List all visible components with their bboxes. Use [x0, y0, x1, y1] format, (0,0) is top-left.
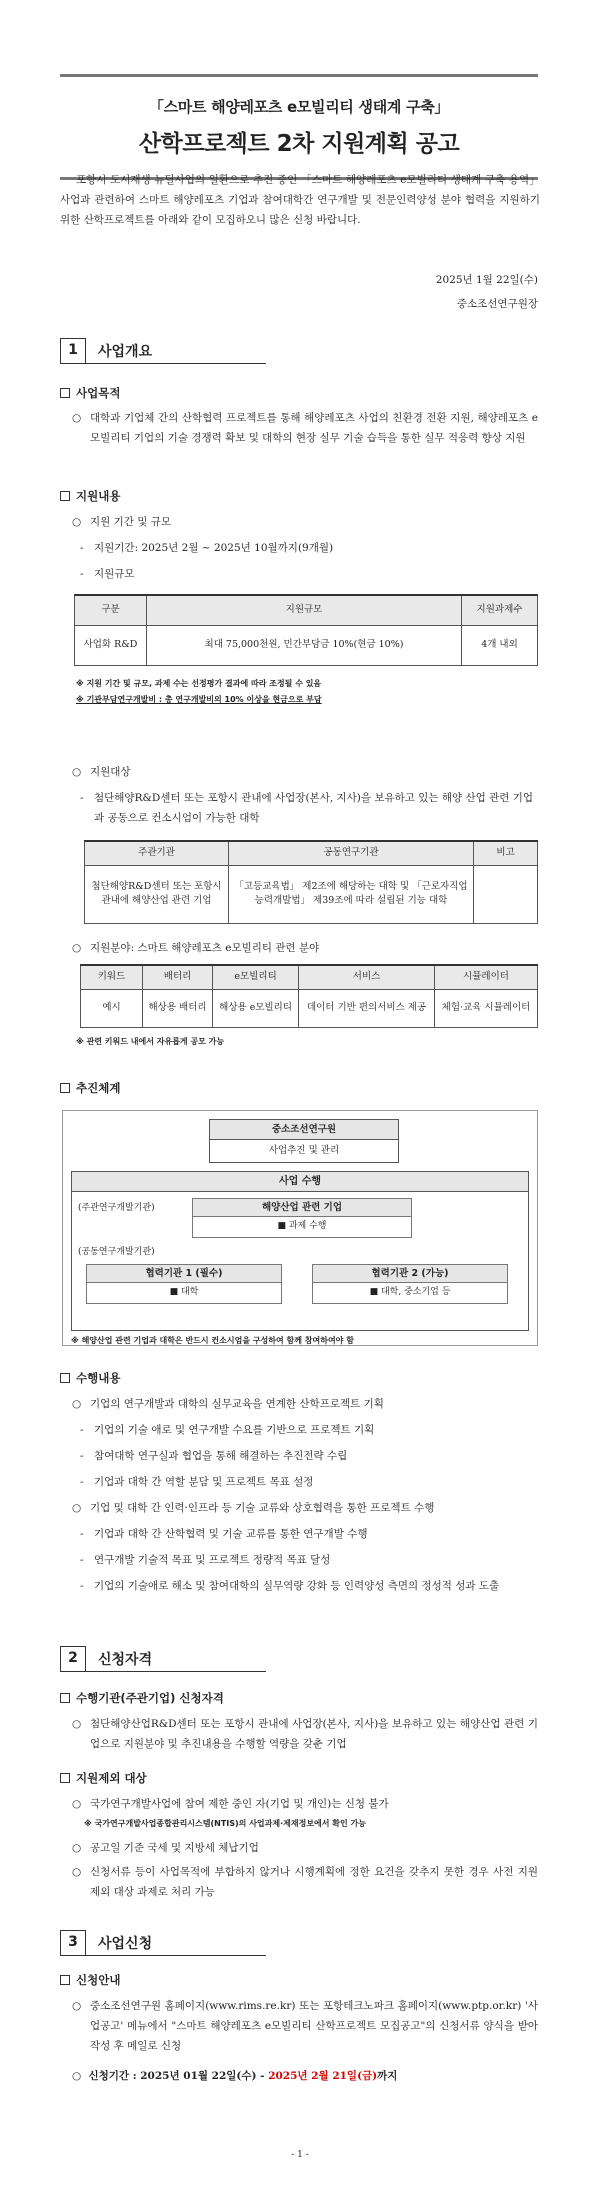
title-line-2: 산학프로젝트 2차 지원계획 공고: [138, 131, 460, 157]
section-1-number: 1: [60, 338, 86, 364]
table-header: 서비스: [299, 965, 435, 989]
task-1-sub: - 기업과 대학 간 역할 분담 및 프로젝트 목표 설정: [80, 1476, 314, 1488]
notice-issuer: 중소조선연구원장: [456, 298, 538, 310]
guide-item: ○ 중소조선연구원 홈페이지(www.rims.re.kr) 또는 포항테크노파크 홈페이지(www.ptp.or.kr) '사업공고' 메뉴에서 "스마트 해양레포츠 e모빌리티 산학프로젝트 모집공고"의 신청서류 양식을 받아 작성 후 메일로 신청: [72, 2000, 538, 2052]
section-2-number: 2: [60, 1646, 86, 1672]
table-header: 주관기관: [85, 841, 229, 865]
purpose-heading: 사업목적: [60, 385, 120, 401]
exclusion-item: ○ 신청서류 등이 사업목적에 부합하지 않거나 시행계획에 정한 요건을 갖추지 못한 경우 사전 지원 제외 대상 과제로 처리 가능: [72, 1866, 538, 1898]
scale-table: [74, 594, 538, 666]
table-cell: 해상용 e모빌리티: [213, 989, 299, 1027]
section-3-header: [60, 1930, 540, 1956]
intro-paragraph: 포항시 도시재생 뉴딜사업의 일환으로 추진 중인 「스마트 해양레포츠 e모빌리티 생태계 구축 용역」 사업과 관련하여 스마트 해양레포츠 기업과 참여대학간 연구개발 및 전문인력양성 분야 협력을 지원하기 위한 산학프로젝트를 아래와 같이 모집하오니 많은 신청 바랍니다.: [60, 174, 540, 226]
org-box-partner-1: 협력기관 1 (필수) ■ 대학: [86, 1264, 282, 1304]
checkbox-icon: [60, 1373, 70, 1383]
checkbox-icon: [60, 1083, 70, 1093]
table-cell: 「고등교육법」 제2조에 해당하는 대학 및 「근로자직업능력개발법」 제39조에 따라 설립된 기능 대학: [229, 865, 474, 923]
lead-org-label: (주관연구개발기관): [78, 1203, 155, 1213]
section-3-rule: [86, 1955, 266, 1956]
target-item: ○ 지원대상: [72, 766, 131, 778]
period-item: - 지원기간: 2025년 2월 ~ 2025년 10월까지(9개월): [80, 542, 334, 554]
table-cell: 예시: [81, 989, 143, 1027]
table-cell: 데이터 기반 편의서비스 제공: [299, 989, 435, 1027]
period-suffix: 까지: [377, 2070, 398, 2082]
task-2-sub: - 연구개발 기술적 목표 및 프로젝트 정량적 목표 달성: [80, 1554, 331, 1566]
guide-heading: 신청안내: [60, 1972, 120, 1988]
checkbox-icon: [60, 1773, 70, 1783]
qualification-item: ○ 첨단해양산업R&D센터 또는 포항시 관내에 사업장(본사, 지사)을 보유하고 있는 해양산업 관련 기업으로 지원분야 및 추진내용을 수행할 역량을 갖춘 기업: [72, 1718, 538, 1750]
table-cell: 체험·교육 시뮬레이터: [434, 989, 537, 1027]
task-2-item: ○ 기업 및 대학 간 인력·인프라 등 기술 교류와 상호협력을 통한 프로젝트 수행: [72, 1502, 435, 1514]
task-2-sub: - 기업의 기술애로 해소 및 참여대학의 실무역량 강화 등 인력양성 측면의 정성적 성과 도출: [80, 1580, 500, 1592]
field-table: [80, 964, 538, 1028]
table-header: 공동연구기관: [229, 841, 474, 865]
title-box: [60, 74, 538, 180]
table-header: 키워드: [81, 965, 143, 989]
target-desc-item: - 첨단해양R&D센터 또는 포항시 관내에 사업장(본사, 지사)을 보유하고 있는 해양 산업 관련 기업과 공동으로 컨소시엄이 가능한 대학: [80, 792, 534, 824]
promo-heading: 추진체계: [60, 1080, 120, 1096]
section-1-title: 사업개요: [98, 344, 153, 360]
exclusion-item: ○ 국가연구개발사업에 참여 제한 중인 자(기업 및 개인)는 신청 불가: [72, 1798, 389, 1810]
exclusion-note: ※ 국가연구개발사업종합관리시스템(NTIS)의 사업과제·제재정보에서 확인 가능: [84, 1819, 366, 1828]
exclusion-item: ○ 공고일 기준 국세 및 지방세 체납기업: [72, 1842, 259, 1854]
table-cell: 사업화 R&D: [75, 625, 147, 665]
field-item: ○ 지원분야: 스마트 해양레포츠 e모빌리티 관련 분야: [72, 942, 320, 954]
table-header: e모빌리티: [213, 965, 299, 989]
section-2-header: [60, 1646, 540, 1672]
notice-date: 2025년 1월 22일(수): [435, 274, 538, 286]
table-header: 지원과제수: [462, 595, 538, 625]
checkbox-icon: [60, 388, 70, 398]
org-box-lead: 해양산업 관련 기업 ■ 과제 수행: [192, 1198, 412, 1238]
target-table: [84, 840, 538, 924]
section-1-rule: [86, 363, 266, 364]
page-number: - 1 -: [291, 2150, 309, 2160]
scale-note-2: ※ 기관부담연구개발비 : 총 연구개발비의 10% 이상을 현금으로 부담: [76, 695, 322, 704]
application-period: [72, 2068, 397, 2083]
period-deadline: 2025년 2월 21일(금): [268, 2070, 378, 2082]
table-cell: 최대 75,000천원, 민간부담금 10%(현금 10%): [147, 625, 462, 665]
checkbox-icon: [60, 1975, 70, 1985]
table-header: 배터리: [143, 965, 213, 989]
scale-item: - 지원규모: [80, 568, 135, 580]
section-3-number: 3: [60, 1930, 86, 1956]
section-1-header: [60, 338, 540, 364]
table-cell: [474, 865, 538, 923]
task-1-item: ○ 기업의 연구개발과 대학의 실무교육을 연계한 산학프로젝트 기획: [72, 1398, 384, 1410]
task-1-sub: - 참여대학 연구실과 협업을 통해 해결하는 추진전략 수립: [80, 1450, 348, 1462]
purpose-item: ○ 대학과 기업체 간의 산학협력 프로젝트를 통해 해양레포츠 사업의 친환경 전환 지원, 해양레포츠 e모빌리티 기업의 기술 경쟁력 확보 및 대학의 현장 실무 기술 습득을 통한 실무 적응력 향상 지원: [72, 412, 538, 444]
table-header: 구분: [75, 595, 147, 625]
bullet-icon: ○: [72, 2070, 89, 2082]
checkbox-icon: [60, 491, 70, 501]
table-header: 비고: [474, 841, 538, 865]
title-line-1: 「스마트 해양레포츠 e모빌리티 생태계 구축」: [148, 98, 450, 116]
table-cell: 4개 내외: [462, 625, 538, 665]
table-cell: 해상용 배터리: [143, 989, 213, 1027]
support-heading: 지원내용: [60, 488, 120, 504]
table-cell: 첨단해양R&D센터 또는 포항시 관내에 해양산업 관련 기업: [85, 865, 229, 923]
promotion-diagram: [62, 1110, 538, 1346]
org-box-rims: 중소조선연구원 사업추진 및 관리: [209, 1119, 399, 1163]
period-scale-item: ○ 지원 기간 및 규모: [72, 516, 172, 528]
promo-note: ※ 해양산업 관련 기업과 대학은 반드시 컨소시엄을 구성하여 함께 참여하여야 함: [71, 1336, 354, 1345]
checkbox-icon: [60, 1693, 70, 1703]
section-2-rule: [86, 1671, 266, 1672]
qualification-heading: 수행기관(주관기업) 신청자격: [60, 1690, 224, 1706]
section-2-title: 신청자격: [98, 1652, 153, 1668]
task-1-sub: - 기업의 기술 애로 및 연구개발 수요를 기반으로 프로젝트 기획: [80, 1424, 375, 1436]
section-3-title: 사업신청: [98, 1936, 153, 1952]
org-box-execution: 사업 수행 (주관연구개발기관) 해양산업 관련 기업 ■ 과제 수행 (공동연구개발기관) 협력기관 1 (필수) ■ 대학 협력기관 2 (가능) ■ 대학, 중소기업 등: [71, 1171, 529, 1331]
period-prefix: 신청기간 : 2025년 01월 22일(수) -: [88, 2070, 269, 2082]
task-2-sub: - 기업과 대학 간 산학협력 및 기술 교류를 통한 연구개발 수행: [80, 1528, 368, 1540]
scale-note-1: ※ 지원 기간 및 규모, 과제 수는 선정평가 결과에 따라 조정될 수 있음: [76, 679, 322, 688]
joint-org-label: (공동연구개발기관): [78, 1247, 155, 1257]
task-heading: 수행내용: [60, 1370, 120, 1386]
org-box-partner-2: 협력기관 2 (가능) ■ 대학, 중소기업 등: [312, 1264, 508, 1304]
field-note: ※ 관련 키워드 내에서 자유롭게 공모 가능: [76, 1037, 225, 1046]
table-header: 지원규모: [147, 595, 462, 625]
exclusion-heading: 지원제외 대상: [60, 1770, 147, 1786]
title-top-rule: [60, 74, 538, 77]
table-header: 시뮬레이터: [434, 965, 537, 989]
